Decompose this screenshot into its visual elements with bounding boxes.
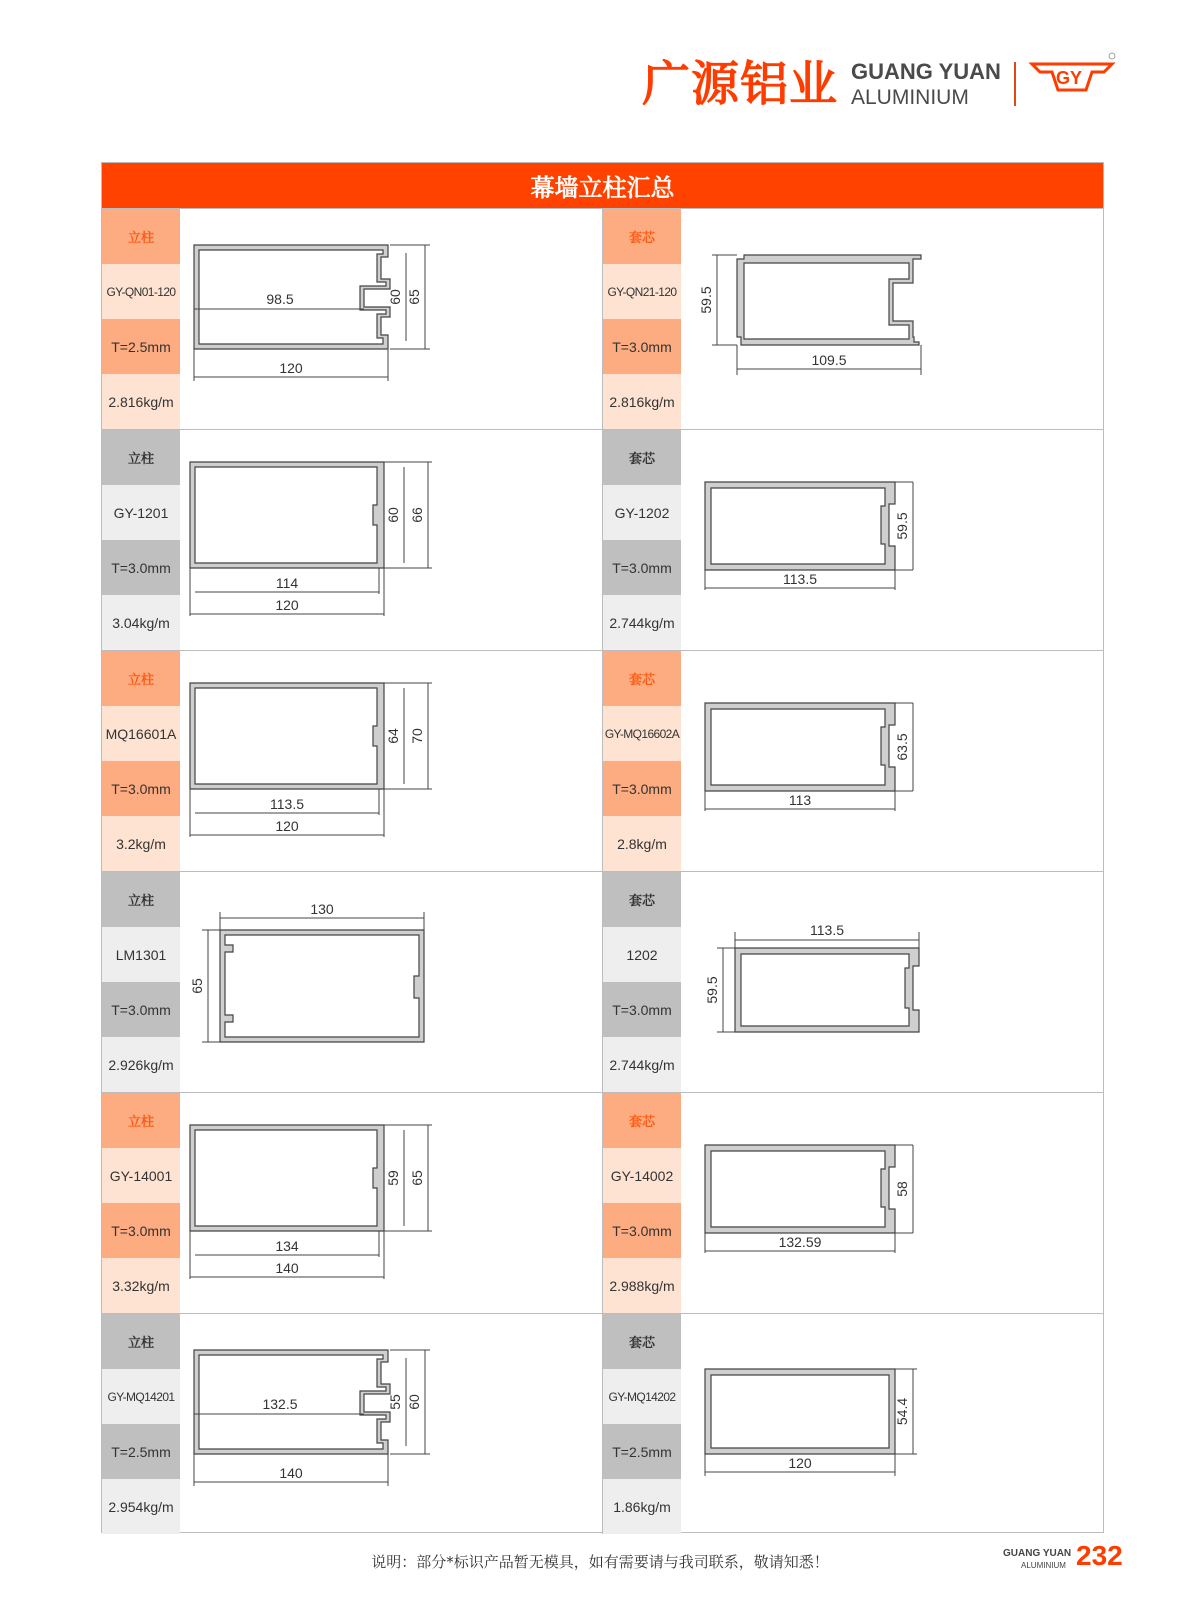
dimension-outer-width: 120 — [279, 360, 303, 376]
dimension-outer-width: 120 — [275, 818, 299, 834]
spec-column — [102, 209, 180, 429]
profile-cross-section — [681, 651, 1103, 871]
unit-weight: 2.988kg/m — [603, 1258, 681, 1313]
logo-divider — [1014, 62, 1016, 106]
dimension-inner-height: 60 — [385, 507, 401, 523]
profile-cross-section — [681, 209, 1103, 429]
profile-cross-section — [681, 430, 1103, 650]
category-label: 立柱 — [102, 430, 180, 485]
profile-drawing — [681, 872, 1103, 1092]
table-row — [102, 429, 1103, 650]
dimension-outer-height: 70 — [409, 728, 425, 744]
profile-cell — [102, 1093, 602, 1313]
unit-weight: 1.86kg/m — [603, 1479, 681, 1534]
profile-cell — [602, 1093, 1103, 1313]
profile-drawing — [681, 209, 1103, 429]
profile-cross-section — [180, 1314, 602, 1534]
profile-drawing — [180, 1093, 602, 1313]
unit-weight: 2.954kg/m — [102, 1479, 180, 1534]
dimension-width: 113.5 — [810, 922, 844, 938]
table-row — [102, 1313, 1103, 1534]
footer-brand-sub: ALUMINIUM — [1021, 1561, 1066, 1570]
dimension-inner-width: 132.5 — [262, 1396, 298, 1412]
brand-logo-letters: GY — [1056, 68, 1083, 88]
page-number: 232 — [1076, 1540, 1123, 1571]
profile-cell — [102, 872, 602, 1092]
table-row — [102, 208, 1103, 429]
spec-column — [603, 872, 681, 1092]
wall-thickness: T=3.0mm — [603, 1203, 681, 1258]
profile-cell — [602, 651, 1103, 871]
footer-brand: GUANG YUAN — [1003, 1548, 1072, 1559]
dimension-width: 120 — [788, 1455, 812, 1471]
dimension-outer-width: 140 — [275, 1260, 299, 1276]
profile-cell — [602, 872, 1103, 1092]
brand-logo-icon — [1028, 50, 1118, 106]
unit-weight: 2.8kg/m — [603, 816, 681, 871]
dimension-inner-width: 113.5 — [270, 796, 304, 812]
profile-drawing — [681, 651, 1103, 871]
profile-cell — [602, 430, 1103, 650]
spec-column — [102, 1314, 180, 1534]
profile-cell — [602, 209, 1103, 429]
dimension-width: 113.5 — [783, 571, 817, 587]
category-label: 套芯 — [603, 651, 681, 706]
dimension-height: 65 — [189, 978, 205, 994]
dimension-inner-height: 59 — [385, 1170, 401, 1186]
profile-cell — [102, 1314, 602, 1534]
category-label: 套芯 — [603, 1314, 681, 1369]
unit-weight: 2.816kg/m — [102, 374, 180, 429]
profile-cross-section — [681, 872, 1103, 1092]
footer-note: 说明：部分*标识产品暂无模具，如有需要请与我司联系，敬请知悉！ — [371, 1553, 829, 1571]
dimension-width: 113 — [788, 792, 812, 808]
dimension-inner-height: 60 — [387, 289, 403, 305]
profile-drawing — [180, 872, 602, 1092]
profile-cross-section — [180, 1093, 602, 1313]
dimension-inner-width: 114 — [275, 575, 299, 591]
category-label: 立柱 — [102, 1093, 180, 1148]
wall-thickness: T=3.0mm — [102, 982, 180, 1037]
category-label: 立柱 — [102, 651, 180, 706]
wall-thickness: T=2.5mm — [102, 319, 180, 374]
dimension-outer-width: 140 — [279, 1465, 303, 1481]
wall-thickness: T=3.0mm — [102, 540, 180, 595]
dimension-height: 63.5 — [894, 733, 910, 761]
dimension-width: 132.59 — [778, 1234, 822, 1250]
category-label: 套芯 — [603, 1093, 681, 1148]
spec-column — [102, 430, 180, 650]
dimension-inner-height: 55 — [387, 1394, 403, 1410]
spec-column — [603, 430, 681, 650]
dimension-inner-height: 64 — [385, 728, 401, 744]
profile-cross-section — [681, 1314, 1103, 1534]
profile-drawing — [180, 209, 602, 429]
profile-cell — [602, 1314, 1103, 1534]
profile-cross-section — [681, 1093, 1103, 1313]
wall-thickness: T=3.0mm — [603, 761, 681, 816]
wall-thickness: T=3.0mm — [102, 1203, 180, 1258]
dimension-height: 59.5 — [894, 512, 910, 540]
spec-column — [603, 651, 681, 871]
spec-column — [102, 1093, 180, 1313]
category-label: 立柱 — [102, 872, 180, 927]
dimension-height: 59.5 — [698, 286, 714, 314]
category-label: 套芯 — [603, 209, 681, 264]
product-code: GY-1201 — [102, 485, 180, 540]
spec-column — [603, 1093, 681, 1313]
unit-weight: 3.32kg/m — [102, 1258, 180, 1313]
dimension-outer-height: 66 — [409, 507, 425, 523]
product-code: 1202 — [603, 927, 681, 982]
brand-name-cn: 广源铝业 — [642, 56, 839, 112]
profile-cross-section — [180, 651, 602, 871]
profile-cross-section — [180, 430, 602, 650]
profile-drawing — [180, 430, 602, 650]
dimension-outer-width: 120 — [275, 597, 299, 613]
dimension-inner-width: 134 — [275, 1238, 299, 1254]
dimension-height: 59.5 — [704, 976, 720, 1004]
table-row — [102, 871, 1103, 1092]
dimension-height: 54.4 — [894, 1397, 910, 1426]
profile-cell — [102, 430, 602, 650]
dimension-outer-height: 65 — [406, 289, 422, 305]
category-label: 套芯 — [603, 430, 681, 485]
table-row — [102, 1092, 1103, 1313]
product-code: GY-MQ14202 — [603, 1369, 681, 1424]
table-row — [102, 650, 1103, 871]
unit-weight: 2.744kg/m — [603, 1037, 681, 1092]
wall-thickness: T=3.0mm — [102, 761, 180, 816]
spec-column — [603, 1314, 681, 1534]
brand-name-en: GUANG YUAN — [851, 59, 1001, 84]
profile-drawing — [681, 430, 1103, 650]
product-code: GY-MQ14201 — [102, 1369, 180, 1424]
spec-column — [102, 872, 180, 1092]
dimension-inner-width: 98.5 — [266, 291, 294, 307]
dimension-outer-height: 65 — [409, 1170, 425, 1186]
profile-drawing — [681, 1314, 1103, 1534]
profile-cross-section — [180, 872, 602, 1092]
wall-thickness: T=2.5mm — [102, 1424, 180, 1479]
wall-thickness: T=2.5mm — [603, 1424, 681, 1479]
product-code: GY-14001 — [102, 1148, 180, 1203]
category-label: 立柱 — [102, 209, 180, 264]
unit-weight: 3.04kg/m — [102, 595, 180, 650]
product-code: GY-1202 — [603, 485, 681, 540]
dimension-width: 130 — [310, 901, 334, 917]
unit-weight: 2.744kg/m — [603, 595, 681, 650]
mullion-summary-table — [101, 162, 1104, 1533]
table-title: 幕墙立柱汇总 — [102, 163, 1103, 208]
product-code: MQ16601A — [102, 706, 180, 761]
wall-thickness: T=3.0mm — [603, 319, 681, 374]
spec-column — [603, 209, 681, 429]
spec-column — [102, 651, 180, 871]
product-code: GY-14002 — [603, 1148, 681, 1203]
profile-drawing — [681, 1093, 1103, 1313]
profile-drawing — [180, 1314, 602, 1534]
product-code: LM1301 — [102, 927, 180, 982]
product-code: GY-QN21-120 — [603, 264, 681, 319]
profile-cross-section — [180, 209, 602, 429]
product-code: GY-MQ16602A — [603, 706, 681, 761]
dimension-width: 109.5 — [811, 352, 847, 368]
wall-thickness: T=3.0mm — [603, 540, 681, 595]
profile-drawing — [180, 651, 602, 871]
profile-cell — [102, 651, 602, 871]
dimension-outer-height: 60 — [406, 1394, 422, 1410]
wall-thickness: T=3.0mm — [603, 982, 681, 1037]
dimension-height: 58 — [894, 1181, 910, 1197]
product-code: GY-QN01-120 — [102, 264, 180, 319]
brand-name-en-sub: ALUMINIUM — [851, 86, 969, 109]
category-label: 立柱 — [102, 1314, 180, 1369]
unit-weight: 3.2kg/m — [102, 816, 180, 871]
category-label: 套芯 — [603, 872, 681, 927]
unit-weight: 2.926kg/m — [102, 1037, 180, 1092]
profile-cell — [102, 209, 602, 429]
unit-weight: 2.816kg/m — [603, 374, 681, 429]
